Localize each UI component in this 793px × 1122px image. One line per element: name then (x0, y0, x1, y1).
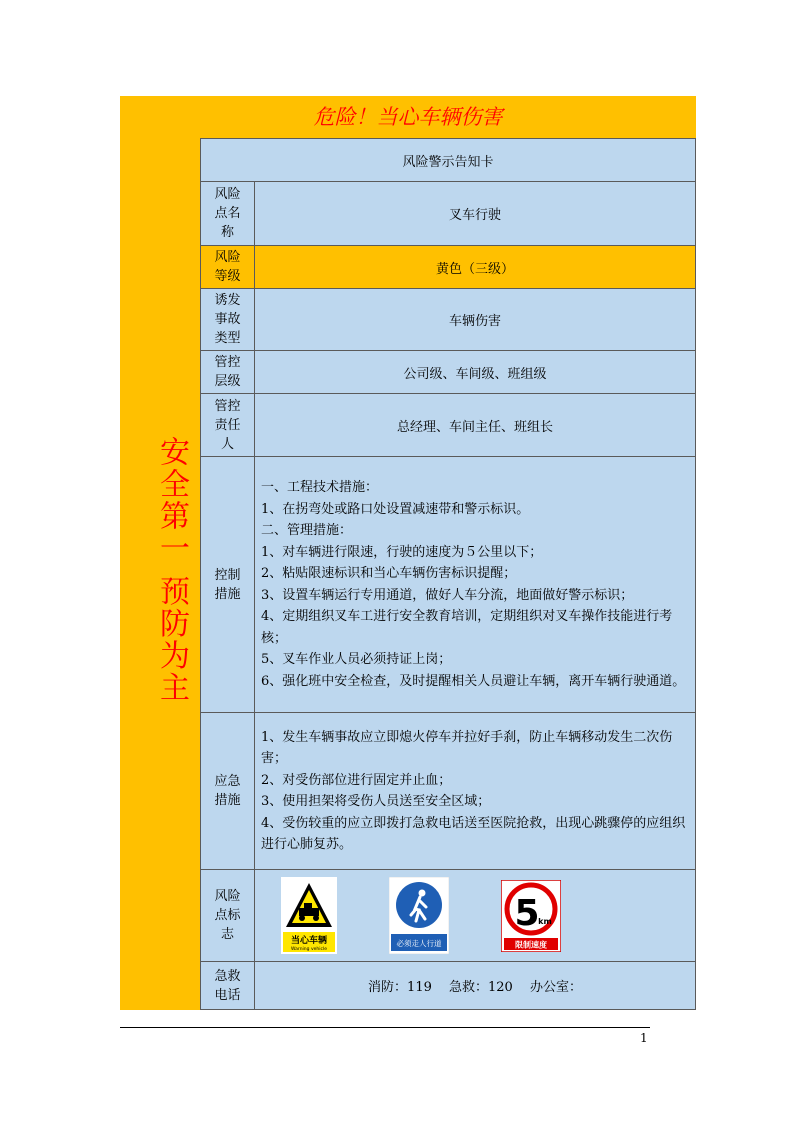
sign1-sublabel: Warning vehicle (291, 947, 327, 952)
list-item: 2、对受伤部位进行固定并止血； (261, 772, 452, 788)
footer-divider (120, 1027, 650, 1028)
point-name-value: 叉车行驶 (255, 182, 696, 246)
list-item: 1、发生车辆事故应立即熄火停车并拉好手刹，防止车辆移动发生二次伤害； (261, 729, 673, 766)
responsible-value: 总经理、车间主任、班组长 (255, 394, 696, 457)
sign3-number: 5 (514, 892, 540, 934)
sign3-unit: km (538, 916, 552, 926)
list-item: 3、设置车辆运行专用通道，做好人车分流，地面做好警示标识； (261, 587, 634, 603)
list-item: 1、在拐弯处或路口处设置减速带和警示标识。 (261, 501, 530, 517)
warning-vehicle-sign-icon (281, 877, 337, 954)
list-item: 二、管理措施： (261, 523, 353, 538)
notice-table (200, 138, 696, 1010)
sign3-label: 限制速度 (515, 940, 547, 949)
accident-type-value: 车辆伤害 (255, 289, 696, 351)
speed-limit-sign-icon (501, 880, 561, 952)
list-item: 6、强化班中安全检查，及时提醒相关人员避让车辆，离开车辆行驶通道。 (261, 673, 686, 689)
control-level-value: 公司级、车间级、班组级 (255, 351, 696, 394)
emergency-measures-list (255, 713, 696, 870)
list-item: 一、工程技术措施： (261, 480, 379, 495)
danger-banner: 危险！当心车辆伤害 (313, 105, 503, 129)
risk-level-value: 黄色（三级） (255, 246, 696, 289)
list-item: 4、受伤较重的应立即拨打急救电话送至医院抢救，出现心跳骤停的应组织进行心肺复苏。 (261, 815, 686, 852)
row-label-responsible: 管控 责任 人 (201, 394, 255, 457)
list-item: 1、对车辆进行限速，行驶的速度为５公里以下； (261, 544, 543, 560)
list-item: 2、粘贴限速标识和当心车辆伤害标识提醒； (261, 566, 517, 581)
emergency-phone-value: 消防：119 急救：120 办公室： (255, 962, 696, 1010)
list-item: 5、叉车作业人员必须持证上岗； (261, 652, 452, 667)
row-label-phone: 急救 电话 (201, 962, 255, 1010)
risk-signs-cell (255, 870, 696, 962)
row-label-control-measures: 控制 措施 (201, 457, 255, 713)
walk-sidewalk-sign-icon (389, 877, 449, 954)
page-number: 1 (640, 1031, 648, 1045)
row-label-point-name: 风险 点名 称 (201, 182, 255, 246)
row-label-level: 风险 等级 (201, 246, 255, 289)
sign2-label: 必须走人行道 (396, 939, 442, 948)
list-item: 3、使用担架将受伤人员送至安全区域； (261, 794, 491, 809)
sign1-label: 当心车辆 (290, 936, 328, 946)
risk-warning-card (120, 96, 696, 1010)
row-label-accident-type: 诱发 事故 类型 (201, 289, 255, 351)
control-measures-list (255, 457, 696, 713)
safety-motto: 安全第一 预防为主 (154, 436, 189, 704)
row-label-control-level: 管控 层级 (201, 351, 255, 394)
card-title: 风险警示告知卡 (201, 139, 696, 182)
list-item: 4、定期组织叉车工进行安全教育培训，定期组织对叉车操作技能进行考核； (261, 609, 673, 646)
row-label-emergency: 应急 措施 (201, 713, 255, 870)
row-label-signs: 风险 点标 志 (201, 870, 255, 962)
